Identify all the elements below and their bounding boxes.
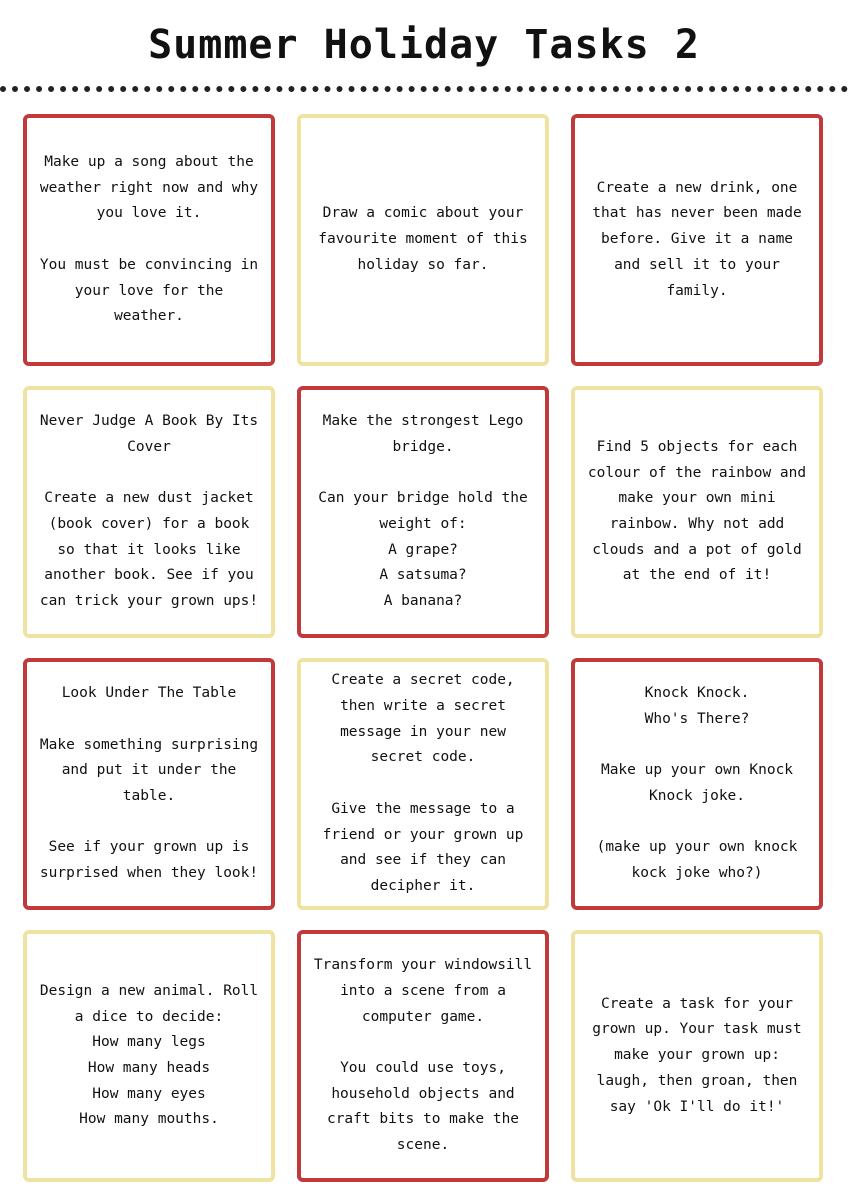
task-card-text: Create a task for your grown up. Your task must make your grown up: laugh, then groan, then say 'Ok I'll do it!' — [592, 995, 802, 1115]
task-card-text: Find 5 objects for each colour of the rainbow and make your own mini rainbow. Why not add clouds and a pot of gold at the end of it! — [587, 438, 807, 584]
task-card-comic — [297, 114, 549, 366]
task-card-lego-bridge — [297, 386, 549, 638]
task-card-text: Never Judge A Book By Its Cover Create a new dust jacket (book cover) for a book so that it looks like another book. See if you can trick your grown ups! — [39, 413, 259, 610]
task-card-grown-up-task — [571, 930, 823, 1182]
page-title: Summer Holiday Tasks 2 — [148, 22, 700, 68]
task-card-secret-code — [297, 658, 549, 910]
task-card-text: Transform your windowsill into a scene from a computer game. You could use toys, household objects and craft bits to make the scene. — [313, 957, 533, 1154]
task-card-book-cover — [23, 386, 275, 638]
task-card-new-animal — [23, 930, 275, 1182]
task-card-rainbow — [571, 386, 823, 638]
task-card-text: Draw a comic about your favourite moment of this holiday so far. — [318, 205, 528, 273]
dotted-divider — [0, 86, 848, 92]
task-card-knock-knock — [571, 658, 823, 910]
task-card-weather-song — [23, 114, 275, 366]
task-card-text: Make up a song about the weather right now and why you love it. You must be convincing in your love for the weather. — [39, 154, 259, 325]
task-card-windowsill — [297, 930, 549, 1182]
task-grid — [23, 114, 823, 1182]
task-card-under-table — [23, 658, 275, 910]
task-card-text: Knock Knock. Who's There? Make up your own Knock Knock joke. (make up your own knock kock joke who?) — [596, 685, 798, 882]
task-card-new-drink — [571, 114, 823, 366]
task-card-text: Make the strongest Lego bridge. Can your bridge hold the weight of: A grape? A satsuma? A banana? — [318, 413, 528, 610]
task-card-text: Look Under The Table Make something surprising and put it under the table. See if your grown up is surprised when they look! — [39, 685, 259, 882]
task-card-text: Create a new drink, one that has never been made before. Give it a name and sell it to your family. — [592, 179, 802, 299]
task-card-text: Create a secret code, then write a secret message in your new secret code. Give the message to a friend or your grown up and see if they can decipher it. — [322, 672, 524, 894]
task-card-text: Design a new animal. Roll a dice to decide: How many legs How many heads How many eyes How many mouths. — [39, 982, 259, 1128]
